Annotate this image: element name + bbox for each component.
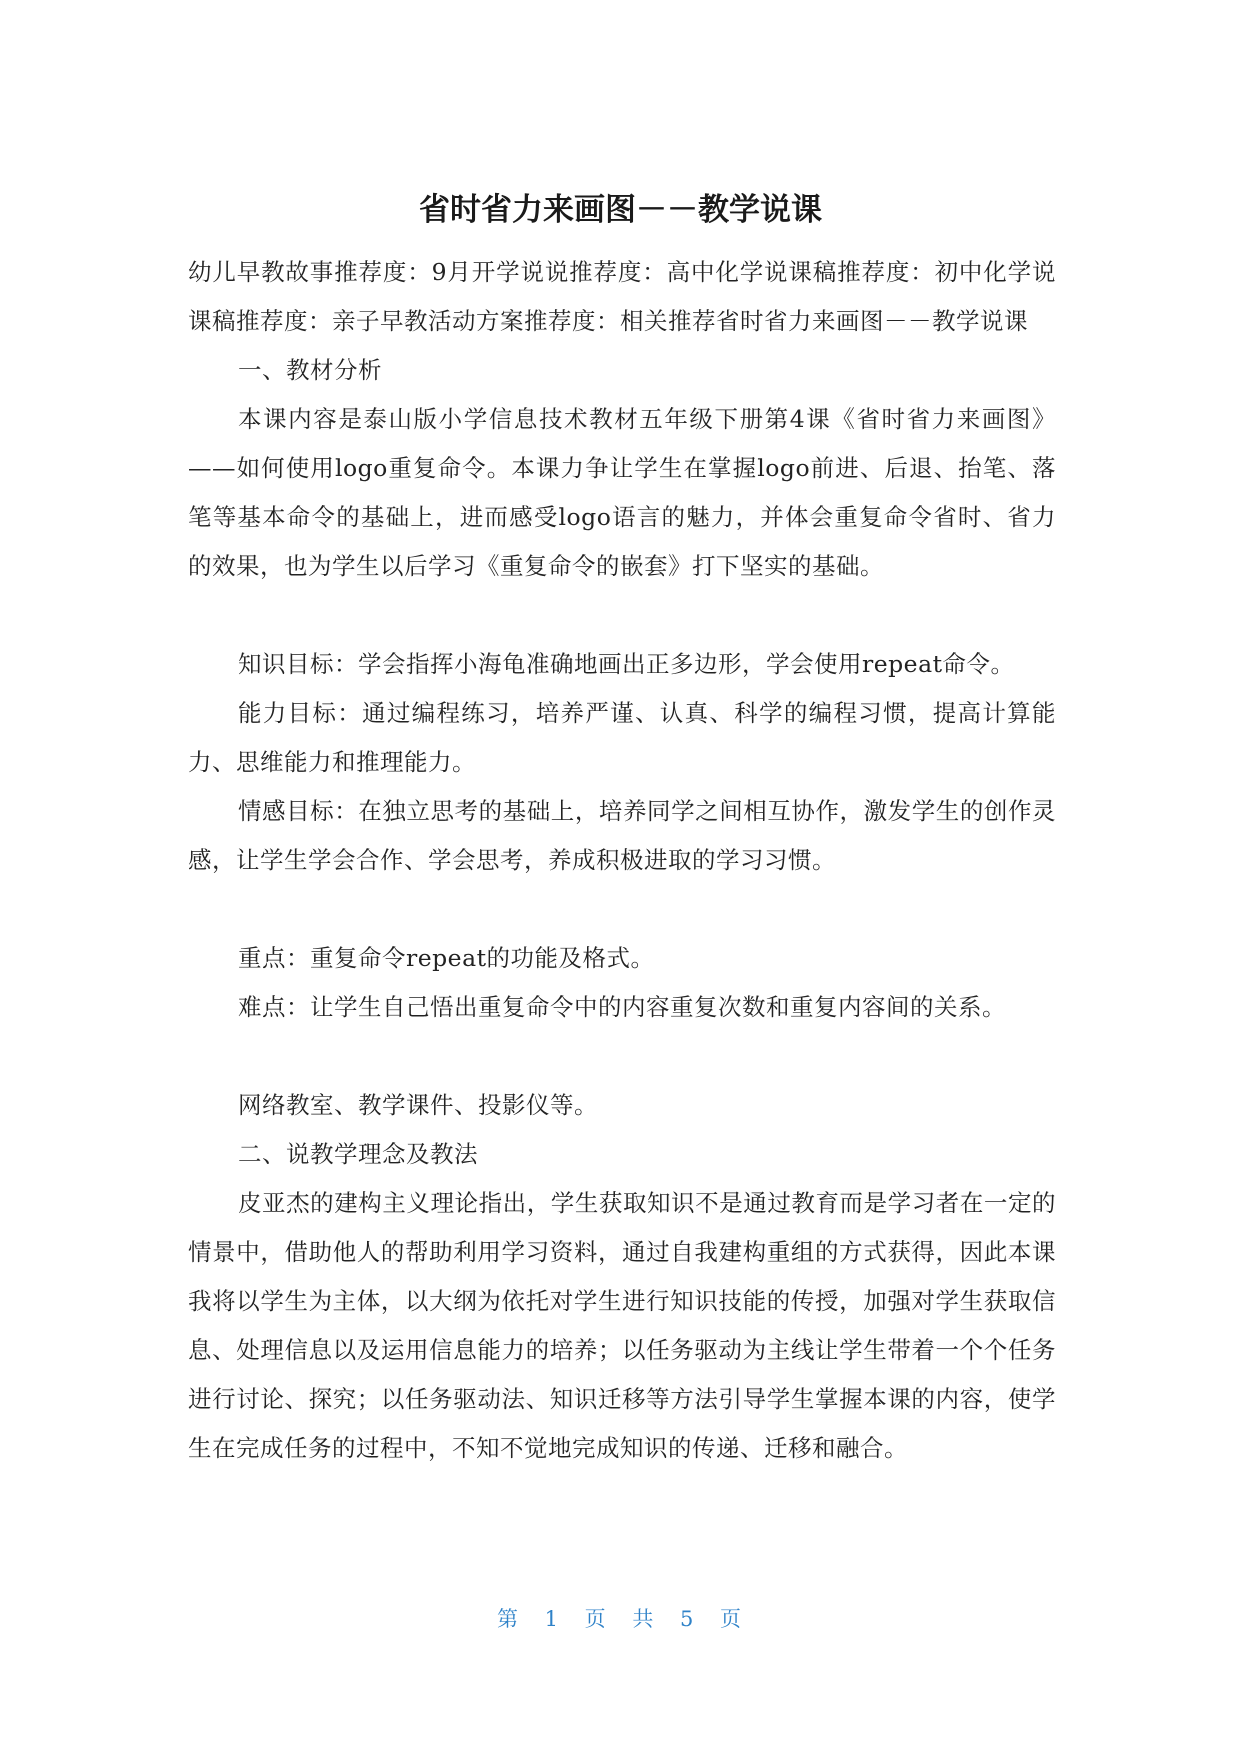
paragraph-ability-goal: 能力目标：通过编程练习，培养严谨、认真、科学的编程习惯，提高计算能力、思维能力和推理能力。 (188, 699, 1056, 776)
section-heading-teaching-philosophy: 二、说教学理念及教法 (238, 1140, 478, 1168)
section-heading-textbook-analysis: 一、教材分析 (238, 356, 382, 384)
paragraph-course-content: 本课内容是泰山版小学信息技术教材五年级下册第4课《省时省力来画图》——如何使用logo重复命令。本课力争让学生在掌握logo前进、后退、抬笔、落笔等基本命令的基础上，进而感受logo语言的魅力，并体会重复命令省时、省力的效果，也为学生以后学习《重复命令的嵌套》打下坚实的基础。 (188, 405, 1056, 580)
intro-paragraph: 幼儿早教故事推荐度：9月开学说说推荐度：高中化学说课稿推荐度：初中化学说课稿推荐度：亲子早教活动方案推荐度：相关推荐省时省力来画图－－教学说课 (188, 258, 1056, 335)
paragraph-key-point: 重点：重复命令repeat的功能及格式。 (238, 944, 655, 972)
document-body (188, 248, 1056, 1473)
paragraph-difficult-point: 难点：让学生自己悟出重复命令中的内容重复次数和重复内容间的关系。 (238, 993, 1006, 1021)
page-number-footer: 第 1 页 共 5 页 (496, 1607, 745, 1631)
document-title: 省时省力来画图－－教学说课 (419, 192, 822, 228)
paragraph-knowledge-goal: 知识目标：学会指挥小海龟准确地画出正多边形，学会使用repeat命令。 (238, 650, 1015, 678)
paragraph-teaching-philosophy: 皮亚杰的建构主义理论指出，学生获取知识不是通过教育而是学习者在一定的情景中，借助他人的帮助利用学习资料，通过自我建构重组的方式获得，因此本课我将以学生为主体，以大纲为依托对学生进行知识技能的传授，加强对学生获取信息、处理信息以及运用信息能力的培养；以任务驱动为主线让学生带着一个个任务进行讨论、探究；以任务驱动法、知识迁移等方法引导学生掌握本课的内容，使学生在完成任务的过程中，不知不觉地完成知识的传递、迁移和融合。 (188, 1189, 1056, 1462)
paragraph-emotion-goal: 情感目标：在独立思考的基础上，培养同学之间相互协作，激发学生的创作灵感，让学生学会合作、学会思考，养成积极进取的学习习惯。 (188, 797, 1056, 874)
paragraph-teaching-materials: 网络教室、教学课件、投影仪等。 (238, 1091, 598, 1119)
